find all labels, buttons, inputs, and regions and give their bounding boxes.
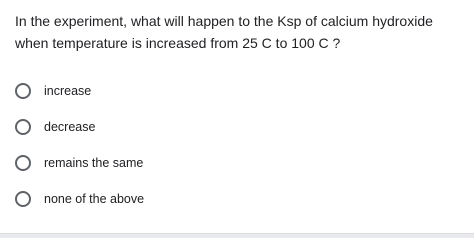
- radio-button-icon[interactable]: [15, 83, 31, 99]
- radio-button-icon[interactable]: [15, 191, 31, 207]
- radio-button-icon[interactable]: [15, 155, 31, 171]
- option-decrease[interactable]: [15, 109, 144, 145]
- option-label: remains the same: [44, 156, 144, 170]
- answer-options: [15, 73, 144, 217]
- radio-button-icon[interactable]: [15, 119, 31, 135]
- bottom-divider: [0, 233, 474, 238]
- option-label: decrease: [44, 120, 96, 134]
- question-text: In the experiment, what will happen to the Ksp of calcium hydroxide when temperature is increased from 25 C to 100 C ?: [15, 13, 433, 51]
- option-label: increase: [44, 84, 92, 98]
- option-label: none of the above: [44, 192, 145, 206]
- option-remains-the-same[interactable]: [15, 145, 144, 181]
- option-increase[interactable]: [15, 73, 144, 109]
- option-none-of-the-above[interactable]: [15, 181, 144, 217]
